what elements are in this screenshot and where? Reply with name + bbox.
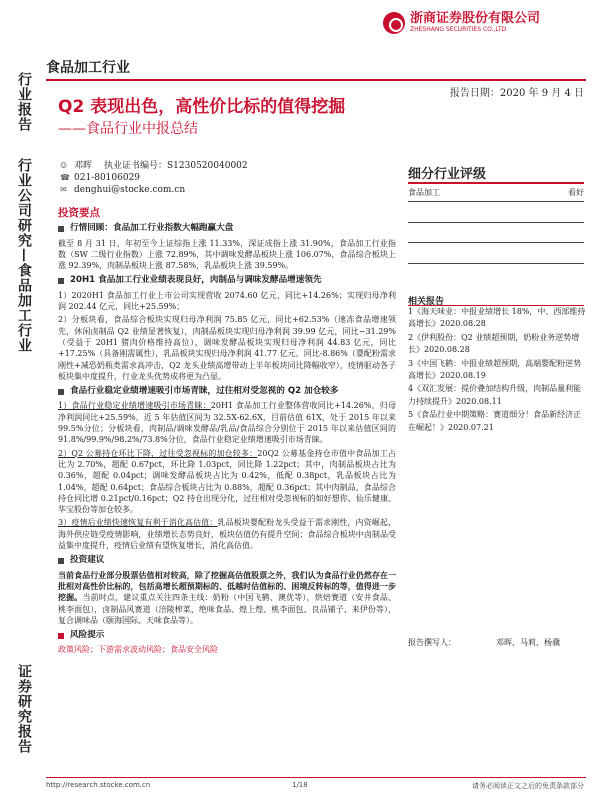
related-reports-title: 相关报告	[408, 297, 445, 307]
email-icon: ✉	[60, 185, 67, 194]
paragraph: 1）2020H1 食品加工行业上市公司实现营收 2074.60 亿元，同比+14.26%；实现归母净利润 202.44 亿元，同比+25.59%；	[58, 290, 396, 312]
logo-icon	[383, 12, 405, 34]
divider	[408, 222, 584, 223]
paragraph	[58, 570, 396, 626]
logo-cn: 浙商证券股份有限公司	[410, 11, 541, 26]
bullet-icon	[58, 389, 64, 395]
analysts-names: 邓晖、马莉、杨骥	[496, 638, 560, 647]
section-heading-text: 投资建议	[70, 555, 105, 566]
page-subtitle: ——食品行业中报总结	[58, 121, 198, 137]
analysts-label: 报告撰写人：	[408, 638, 456, 647]
paragraph-label: 2）Q2 公募持仓环比下降，过往受忽视标的加仓较多：	[58, 448, 258, 458]
side-label-research: 证券研究报告	[16, 664, 32, 754]
paragraph-bold: 当前食品行业部分股票估值相对较高，除了挖掘高估值股票之外，我们认为食品行业仍然存在一批相对高性价比标的，包括高增长超预期标的、低越时估值标的、困境反转标的等，值得进一步挖掘。	[58, 569, 396, 603]
paragraph-label: 1）食品行业稳定业绩增速吸引市场青睐：	[58, 401, 211, 411]
main-content	[58, 208, 396, 658]
bullet-icon	[58, 278, 64, 284]
footer-disclaimer: 请务必阅读正文之后的免责条款部分	[472, 782, 584, 790]
related-report-item[interactable]: 2《伊利股份：Q2 业绩超预期，奶粉业务逆势增长》2020.08.28	[408, 332, 580, 355]
analysts	[408, 637, 560, 648]
brand-logo	[383, 12, 540, 34]
related-report-item[interactable]: 1《海天味业：中报业绩增长 18%，中、西部维持高增长》2020.08.28	[408, 307, 586, 329]
report-date: 报告日期：2020 年 9 月 4 日	[449, 88, 584, 99]
section-heading-text: 食品行业稳定业绩增速吸引市场青睐，过往相对受忽视的 Q2 加仓较多	[70, 386, 339, 397]
logo-en: ZHESHANG SECURITIES CO.,LTD	[410, 26, 507, 33]
rating-industry: 食品加工	[408, 188, 440, 197]
paragraph-body: 当前时点，建议重点关注四条主线：奶粉（中国飞鹤、澳优等），烘焙赛道（安井食品、桃李面包），卤制品风赛道（涪陵榨菜、绝味食品、煌上煌、桃李面包、良品铺子、来伊份等），复合调味品（颐海国际、天味食品等）。	[58, 593, 397, 625]
related-report-item[interactable]: 5《食品行业中期策略：赛道细分！食品新经济正在崛起！》2020.07.21	[408, 410, 582, 432]
section-heading-text: 20H1 食品加工行业业绩表现良好，肉制品与调味发酵品增速领先	[70, 275, 322, 286]
industry-label: 食品加工行业	[46, 60, 130, 76]
side-label-category: 行业公司研究—食品加工行业	[16, 158, 32, 353]
author-phone: 021-80106029	[74, 173, 141, 183]
section-heading	[58, 275, 396, 286]
section-heading	[58, 555, 396, 566]
bullet-icon	[58, 226, 64, 232]
page-number: 1/18	[292, 781, 308, 789]
footer-divider	[46, 777, 586, 778]
bullet-icon	[58, 633, 64, 639]
divider	[408, 201, 584, 202]
section-heading-text: 风险提示	[70, 630, 105, 641]
bullet-icon	[58, 558, 64, 564]
paragraph: 截至 8 月 31 日，年初至今上证综指上涨 11.33%，深证成指上涨 31.90%，食品加工行业指数（SW 二级行业指数）上涨 72.89%，其中调味发酵品板块上涨 106.07%，食品综合板块上涨 92.39%，肉制品板块上涨 87.58%，乳品板块上涨 39.59%。	[58, 238, 396, 271]
footer-site-link[interactable]: http://research.stocke.com.cn	[46, 781, 151, 789]
rating-value: 看好	[568, 188, 584, 197]
side-label-report: 行业报告	[16, 72, 32, 132]
rating-title: 细分行业评级	[408, 167, 487, 182]
paragraph	[58, 400, 396, 445]
person-icon: ☺	[60, 161, 68, 170]
rating-divider	[408, 182, 584, 184]
paragraph-body: 20Q2 公募基金持仓市值中食品加工占比为 2.70%，超配 0.67pct，环比降 1.03pct，同比降 1.22pct；其中，肉制品板块占比为 0.36%，超配 0.04pct；调味发酵品板块占比为 0.42%，低配 0.38pct，乳品板块占比为 1.04%，超配 0.64pct；食品综合板块占比为 0.88%，超配 0.36pct；其中肉制品，食品综合持仓同比增 0.21pct/0.16pct；Q2 持仓出现分化，过往相对受忽视标的如好想你、仙乐健康、华宝股份等加仓较多。	[58, 448, 397, 515]
paragraph-label: 3）疫情后业绩快速恢复有利于消化高估值：	[58, 518, 218, 528]
divider	[408, 263, 584, 264]
author-name: 邓晖	[74, 161, 93, 171]
paragraph-body: 20H1 食品加工行业整体营收同比+14.26%，归母净利润同比+25.59%，近 5 年估值区间为 32.5X-62.6X，目前估值 61X，处于 2015 年以来 99.5%分位；分板块看，肉制品/调味发酵品/乳品/食品综合分别位于 2015 年以来估值区间的 91.8%/99.9%/98.2%/73.8%分位，食品行业稳定业绩增速吸引市场青睐。	[58, 401, 396, 445]
related-report-item[interactable]: 4《双汇发展：提价叠加结构升级，肉制品量利能力持续提升》2020.08.11	[408, 384, 582, 406]
paragraph: 2）分板块看，食品综合板块实现归母净利润 75.85 亿元，同比+62.53%（速冻食品增速领先，休闲卤制品 Q2 业绩显著恢复），肉制品板块实现归母净利润 39.99 亿元，同比−31.29%（受益于 20H1 猪肉价格维持高位），调味发酵品板块实现归母净利润 44.83 亿元，同比+17.25%（具备刚需属性），乳品板块实现归母净利润 41.77 亿元，同比-8.86%（婴配粉需求刚性+减恐奶瓶类需求高冲击，Q2 龙头业绩高增带动上半年板块同比降幅收窄），疫情驱动各子板块集中度提升，行业龙头优势成将更为凸显。	[58, 315, 396, 381]
author-license: 执业证书编号：S1230520040002	[104, 161, 248, 171]
risk-text: 政策风险；下游需求波动风险；食品安全风险	[58, 645, 218, 655]
divider	[408, 242, 584, 243]
paragraph	[58, 448, 396, 516]
section-heading	[58, 386, 396, 397]
header-divider	[46, 79, 586, 81]
phone-icon: ☎	[60, 173, 70, 182]
page-title: Q2 表现出色，高性价比标的值得挖掘	[58, 97, 346, 117]
paragraph	[58, 517, 396, 551]
paragraph-body: 乳品板块婴配粉龙头受益于需求刚性，内资崛起，海外供应链受疫情影响，业绩增长态势良好，板块估值仍有提升空间；食品综合板块中卤制品受益集中度提升，疫情后业绩有望恢复增长，消化高估值。	[58, 518, 396, 551]
author-email[interactable]: denghui@stocke.com.cn	[74, 185, 186, 195]
author-block	[60, 160, 248, 196]
section-heading	[58, 630, 396, 641]
section-heading-text: 行情回顾：食品加工行业指数大幅跑赢大盘	[70, 223, 234, 234]
related-report-item[interactable]: 3《中国飞鹤：中报业绩超预期，高端婴配粉逆势高增长》2020.08.19	[408, 358, 582, 381]
related-reports-list	[408, 306, 586, 435]
rating-row	[408, 187, 584, 198]
key-points-heading: 投资要点	[58, 207, 100, 219]
section-heading	[58, 223, 396, 234]
